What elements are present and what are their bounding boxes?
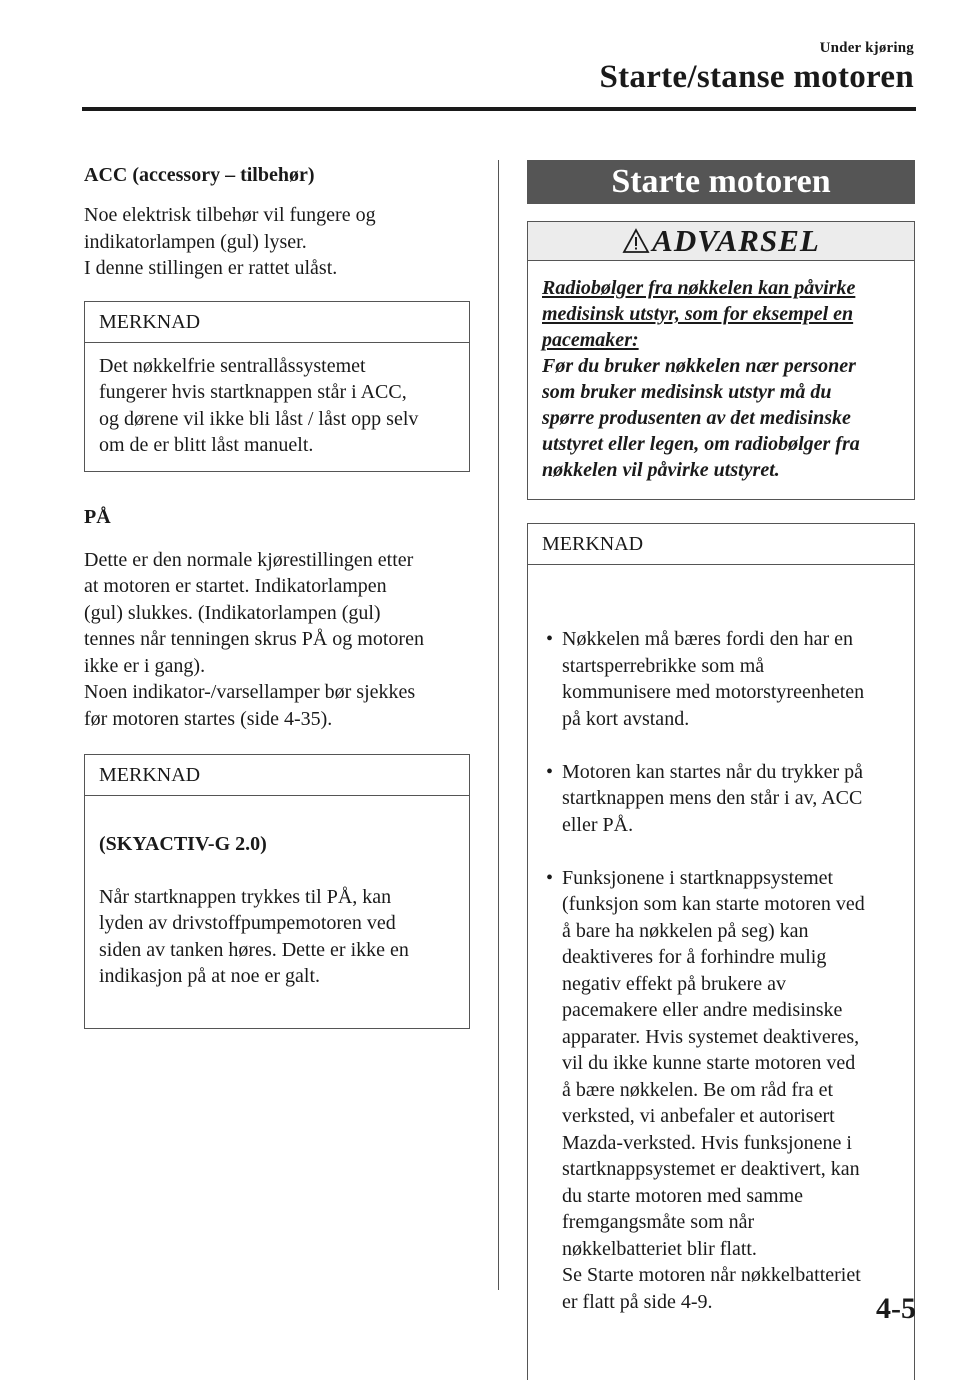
column-divider [498, 160, 499, 1290]
list-item [542, 759, 900, 839]
note-heading: MERKNAD [528, 524, 914, 565]
note-engine-label: (SKYACTIV-G 2.0) [99, 832, 267, 855]
acc-heading: ACC (accessory – tilbehør) [84, 164, 315, 186]
note-body: Det nøkkelfrie sentrallåssystemet fungerer hvis startknappen står i ACC, og dørene vil ikke bli låst / låst opp selv om de er blitt låst manuelt. [99, 354, 419, 456]
note-body [85, 796, 469, 1028]
left-column [84, 160, 470, 1029]
note-box-start [527, 523, 915, 1380]
page-number: 4-5 [876, 1292, 916, 1325]
warning-body [528, 261, 914, 499]
acc-paragraph: Noe elektrisk tilbehør vil fungere og indikatorlampen (gul) lyser. I denne stillingen er rattet ulåst. [84, 204, 376, 279]
warning-header [528, 222, 914, 261]
warning-text: Før du bruker nøkkelen nær personer som bruker medisinsk utstyr må du spørre produsenten av det medisinske utstyret eller legen, om radiobølger fra nøkkelen vil påvirke utstyret. [542, 355, 860, 481]
page-header [599, 40, 914, 96]
note-heading: MERKNAD [85, 755, 469, 796]
header-rule [82, 107, 916, 111]
note-bullet-list [542, 600, 900, 1342]
page-title: Starte/stanse motoren [599, 59, 914, 95]
bullet-dot: • [546, 866, 554, 889]
header-section-label: Under kjøring [819, 40, 914, 56]
right-column [527, 160, 915, 1380]
note-body [528, 565, 914, 1380]
warning-box [527, 221, 915, 500]
bullet-text: Motoren kan startes når du trykker på startknappen mens den står i av, ACC eller PÅ. [562, 760, 864, 836]
bullet-text: Funksjonene i startknappsystemet (funksjon som kan starte motoren ved å bare ha nøkkelen på seg) kan deaktiveres for å forhindre mulig negativ effekt på brukere av pacemakere eller andre medisinske apparater. Hvis systemet deaktiveres, vil du ikke kunne starte motoren ved å bære nøkkelen. Be om råd fra et verksted, vi anbefaler et autorisert Mazda-verksted. Hvis funksjonene i startknappsystemet er deaktivert, kan du starte motoren med samme fremgangsmåte som når nøkkelbatteriet blir flatt. Se Starte motoren når nøkkelbatteriet er flatt på side 4-9. [562, 866, 865, 1313]
warning-underlined-text: Radiobølger fra nøkkelen kan påvirke medisinsk utstyr, som for eksempel en pacemaker: [542, 277, 856, 351]
list-item [542, 626, 900, 732]
bullet-text: Nøkkelen må bæres fordi den har en startsperrebrikke som må kommunisere med motorstyreenheten på kort avstand. [562, 628, 865, 730]
note-text: Når startknappen trykkes til PÅ, kan lyden av drivstoffpumpemotoren ved siden av tanken høres. Dette er ikke en indikasjon på at noe er galt. [99, 885, 409, 987]
bullet-dot: • [546, 760, 554, 783]
warning-title: ADVARSEL [652, 223, 820, 258]
pa-paragraph: Dette er den normale kjørestillingen etter at motoren er startet. Indikatorlampen (gul) slukkes. (Indikatorlampen (gul) tennes når tenningen skrus PÅ og motoren ikke er i gang). Noen indikator-/varsellamper bør sjekkes før motoren startes (side 4-35). [84, 548, 424, 730]
bullet-dot: • [546, 628, 554, 650]
pa-heading: PÅ [84, 505, 111, 528]
section-banner: Starte motoren [527, 160, 915, 204]
list-item [542, 865, 900, 1316]
warning-triangle-icon [622, 228, 650, 254]
note-box-acc [84, 301, 470, 472]
note-heading: MERKNAD [85, 302, 469, 343]
note-box-skyactiv [84, 754, 470, 1029]
